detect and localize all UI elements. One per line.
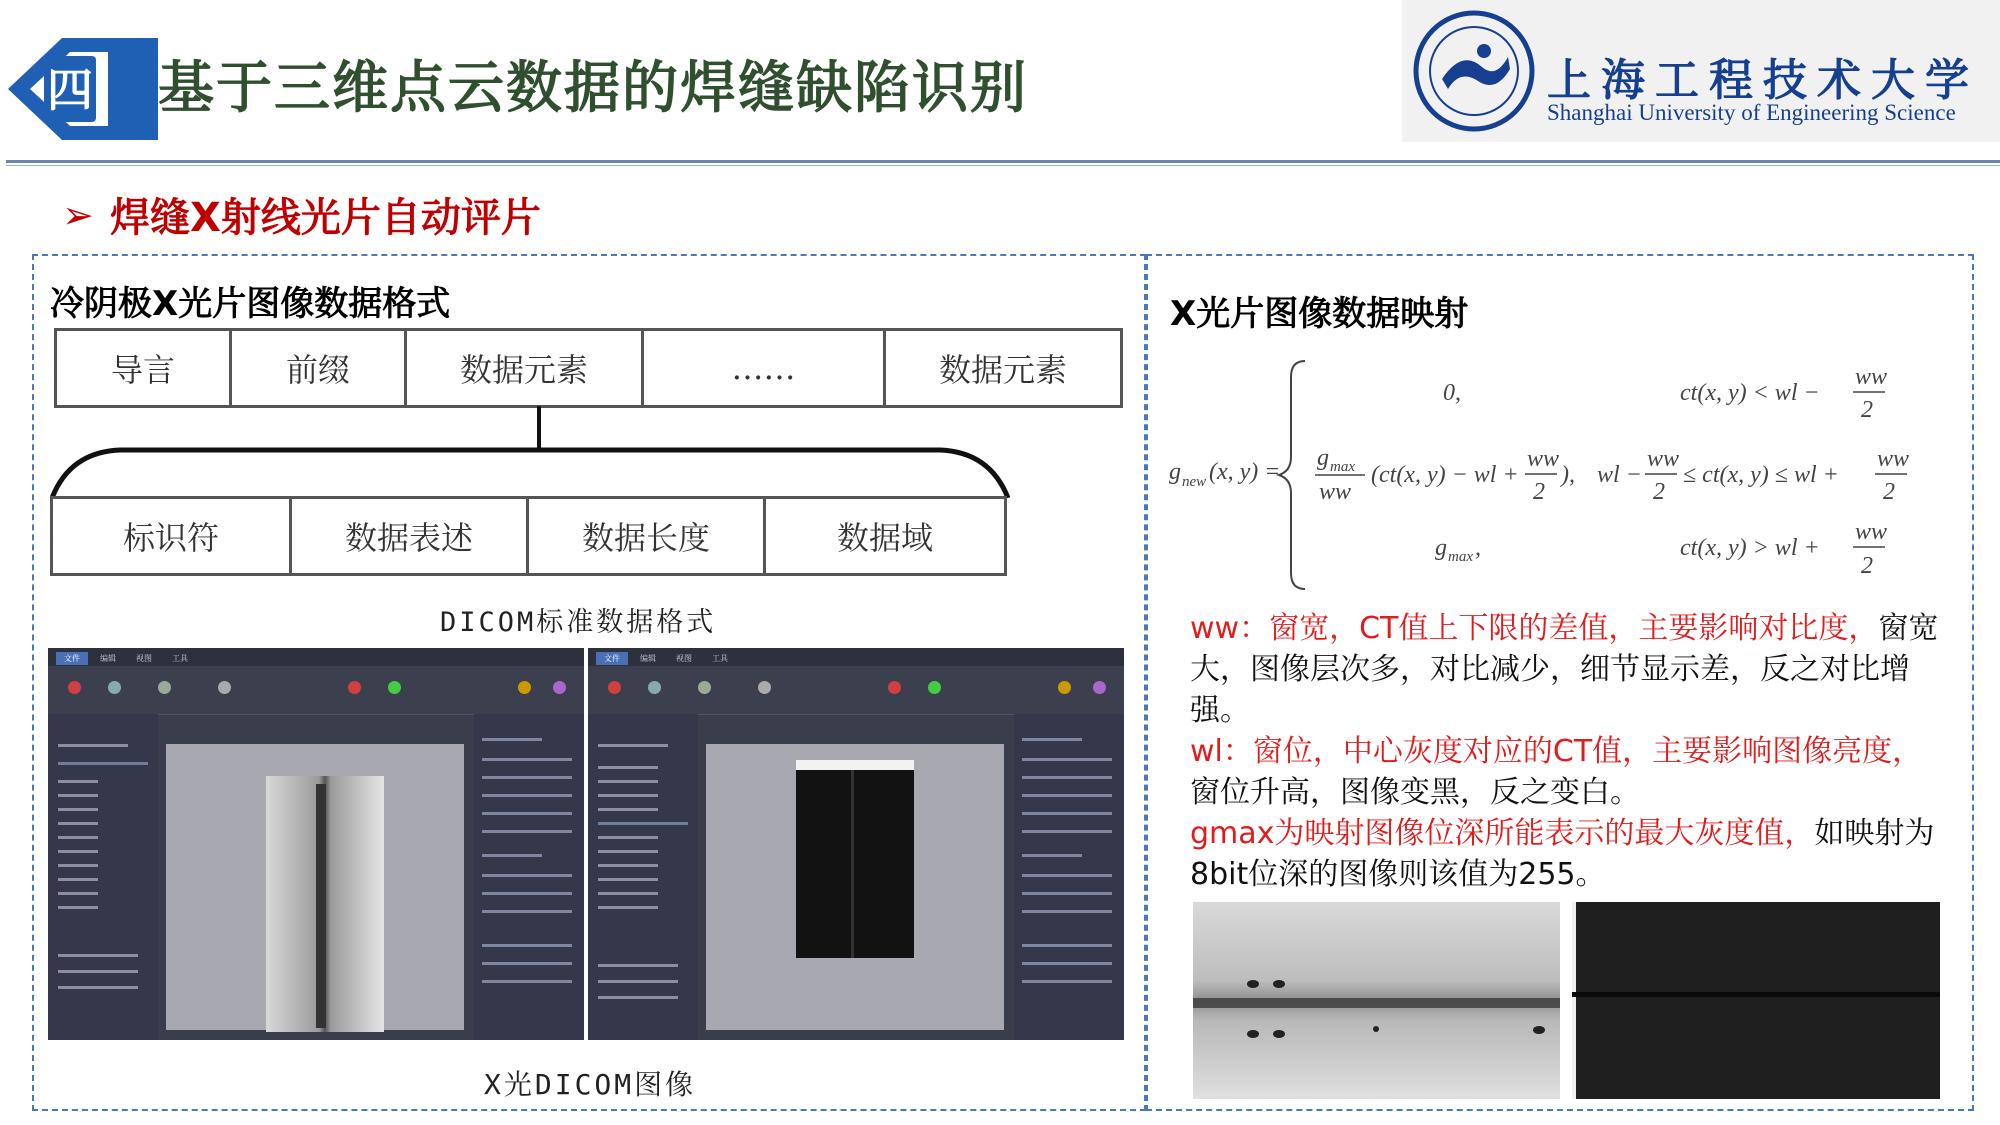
svg-text:g: g [1435, 535, 1447, 561]
xray-mapped-image-light [1193, 902, 1560, 1099]
university-name-en: Shanghai University of Engineering Science [1547, 100, 1956, 125]
svg-text:2: 2 [1533, 479, 1545, 505]
university-logo [1402, 0, 2000, 142]
svg-text:2: 2 [1861, 397, 1873, 423]
structure-cell-data-element-last: 数据元素 [883, 328, 1123, 408]
note-gmax-detail: 如映射为8bit位深的图像则该值为255。 [1190, 816, 1935, 892]
structure-cell-length: 数据长度 [526, 496, 766, 576]
svg-text:ww: ww [1527, 446, 1560, 472]
window-mapping-formula [1165, 355, 1955, 595]
structure-cell-data-element: 数据元素 [404, 328, 644, 408]
svg-text:new: new [1182, 474, 1207, 490]
dicom-viewer-screenshot-1 [48, 648, 584, 1040]
svg-text:ww: ww [1877, 446, 1910, 472]
svg-text:g: g [1317, 445, 1329, 471]
note-wl-detail: 窗位升高，图像变黑，反之变白。 [1190, 775, 1640, 810]
section-subtitle: 焊缝X射线光片自动评片 [110, 195, 541, 241]
viewer-tab: 视图 [136, 654, 152, 663]
structure-cell-ellipsis: …… [641, 328, 886, 408]
header-divider [6, 160, 2000, 163]
note-ww-detail: 窗宽大，图像层次多，对比减少，细节显示差，反之对比增强。 [1190, 611, 1939, 728]
svg-text:ct(x, y) < wl −: ct(x, y) < wl − [1680, 380, 1820, 406]
chapter-badge [8, 30, 158, 148]
chapter-title: 基于三维点云数据的焊缝缺陷识别 [158, 56, 1028, 121]
viewer-tabs [596, 652, 740, 665]
viewer-tab: 工具 [172, 654, 188, 663]
svg-text:0,: 0, [1443, 380, 1461, 406]
viewer-tab: 编辑 [640, 654, 656, 663]
svg-text:max: max [1330, 459, 1355, 475]
header-divider-thin [6, 165, 2000, 166]
viewer-tabs [56, 652, 200, 665]
structure-cell-value-field: 数据域 [763, 496, 1007, 576]
mapping-parameter-notes [1190, 608, 1950, 895]
structure-cell-representation: 数据表述 [289, 496, 529, 576]
note-gmax-key: gmax为映射图像位深所能表示的最大灰度值， [1190, 816, 1815, 851]
note-window-width [1190, 608, 1950, 731]
university-seal-icon [1412, 9, 1536, 133]
svg-text:≤ ct(x, y) ≤ wl +: ≤ ct(x, y) ≤ wl + [1683, 462, 1839, 488]
structure-cell-prefix: 前缀 [229, 328, 407, 408]
viewer-tab: 编辑 [100, 654, 116, 663]
dicom-format-caption: DICOM标准数据格式 [440, 607, 717, 638]
structure-cell-preamble: 导言 [54, 328, 232, 408]
svg-text:max: max [1448, 549, 1473, 565]
xray-mapped-image-dark [1572, 902, 1940, 1099]
dicom-viewer-screenshot-2 [588, 648, 1124, 1040]
svg-text:2: 2 [1653, 479, 1665, 505]
svg-text:ww: ww [1855, 364, 1888, 390]
xray-dicom-caption: X光DICOM图像 [484, 1068, 697, 1101]
svg-text:,: , [1475, 535, 1481, 561]
svg-text:2: 2 [1861, 553, 1873, 579]
note-gmax [1190, 813, 1950, 895]
viewer-tab: 文件 [56, 652, 88, 665]
note-window-level [1190, 731, 1950, 813]
svg-text:(ct(x, y) − wl +: (ct(x, y) − wl + [1371, 462, 1519, 488]
svg-text:wl −: wl − [1597, 462, 1642, 488]
note-wl-key: wl：窗位，中心灰度对应的CT值，主要影响图像亮度， [1190, 734, 1923, 769]
viewer-tab: 视图 [676, 654, 692, 663]
svg-text:g: g [1169, 459, 1181, 485]
chapter-number: 四 [47, 63, 93, 117]
svg-text:ct(x, y) > wl +: ct(x, y) > wl + [1680, 535, 1820, 561]
viewer-tab: 工具 [712, 654, 728, 663]
arrow-bullet-icon: ➢ [62, 193, 94, 237]
left-panel-heading: 冷阴极X光片图像数据格式 [50, 284, 451, 324]
structure-brace-connector [40, 406, 1020, 498]
university-name-cn: 上海工程技术大学 [1547, 55, 1979, 106]
svg-text:(x, y) =: (x, y) = [1209, 459, 1281, 485]
viewer-tab: 文件 [596, 652, 628, 665]
svg-text:2: 2 [1883, 479, 1895, 505]
svg-text:ww: ww [1855, 519, 1888, 545]
right-panel-heading: X光片图像数据映射 [1170, 294, 1469, 334]
svg-text:),: ), [1561, 462, 1575, 488]
svg-text:ww: ww [1647, 446, 1680, 472]
note-ww-key: ww：窗宽，CT值上下限的差值，主要影响对比度， [1190, 611, 1879, 646]
structure-cell-identifier: 标识符 [50, 496, 292, 576]
svg-text:ww: ww [1319, 479, 1352, 505]
